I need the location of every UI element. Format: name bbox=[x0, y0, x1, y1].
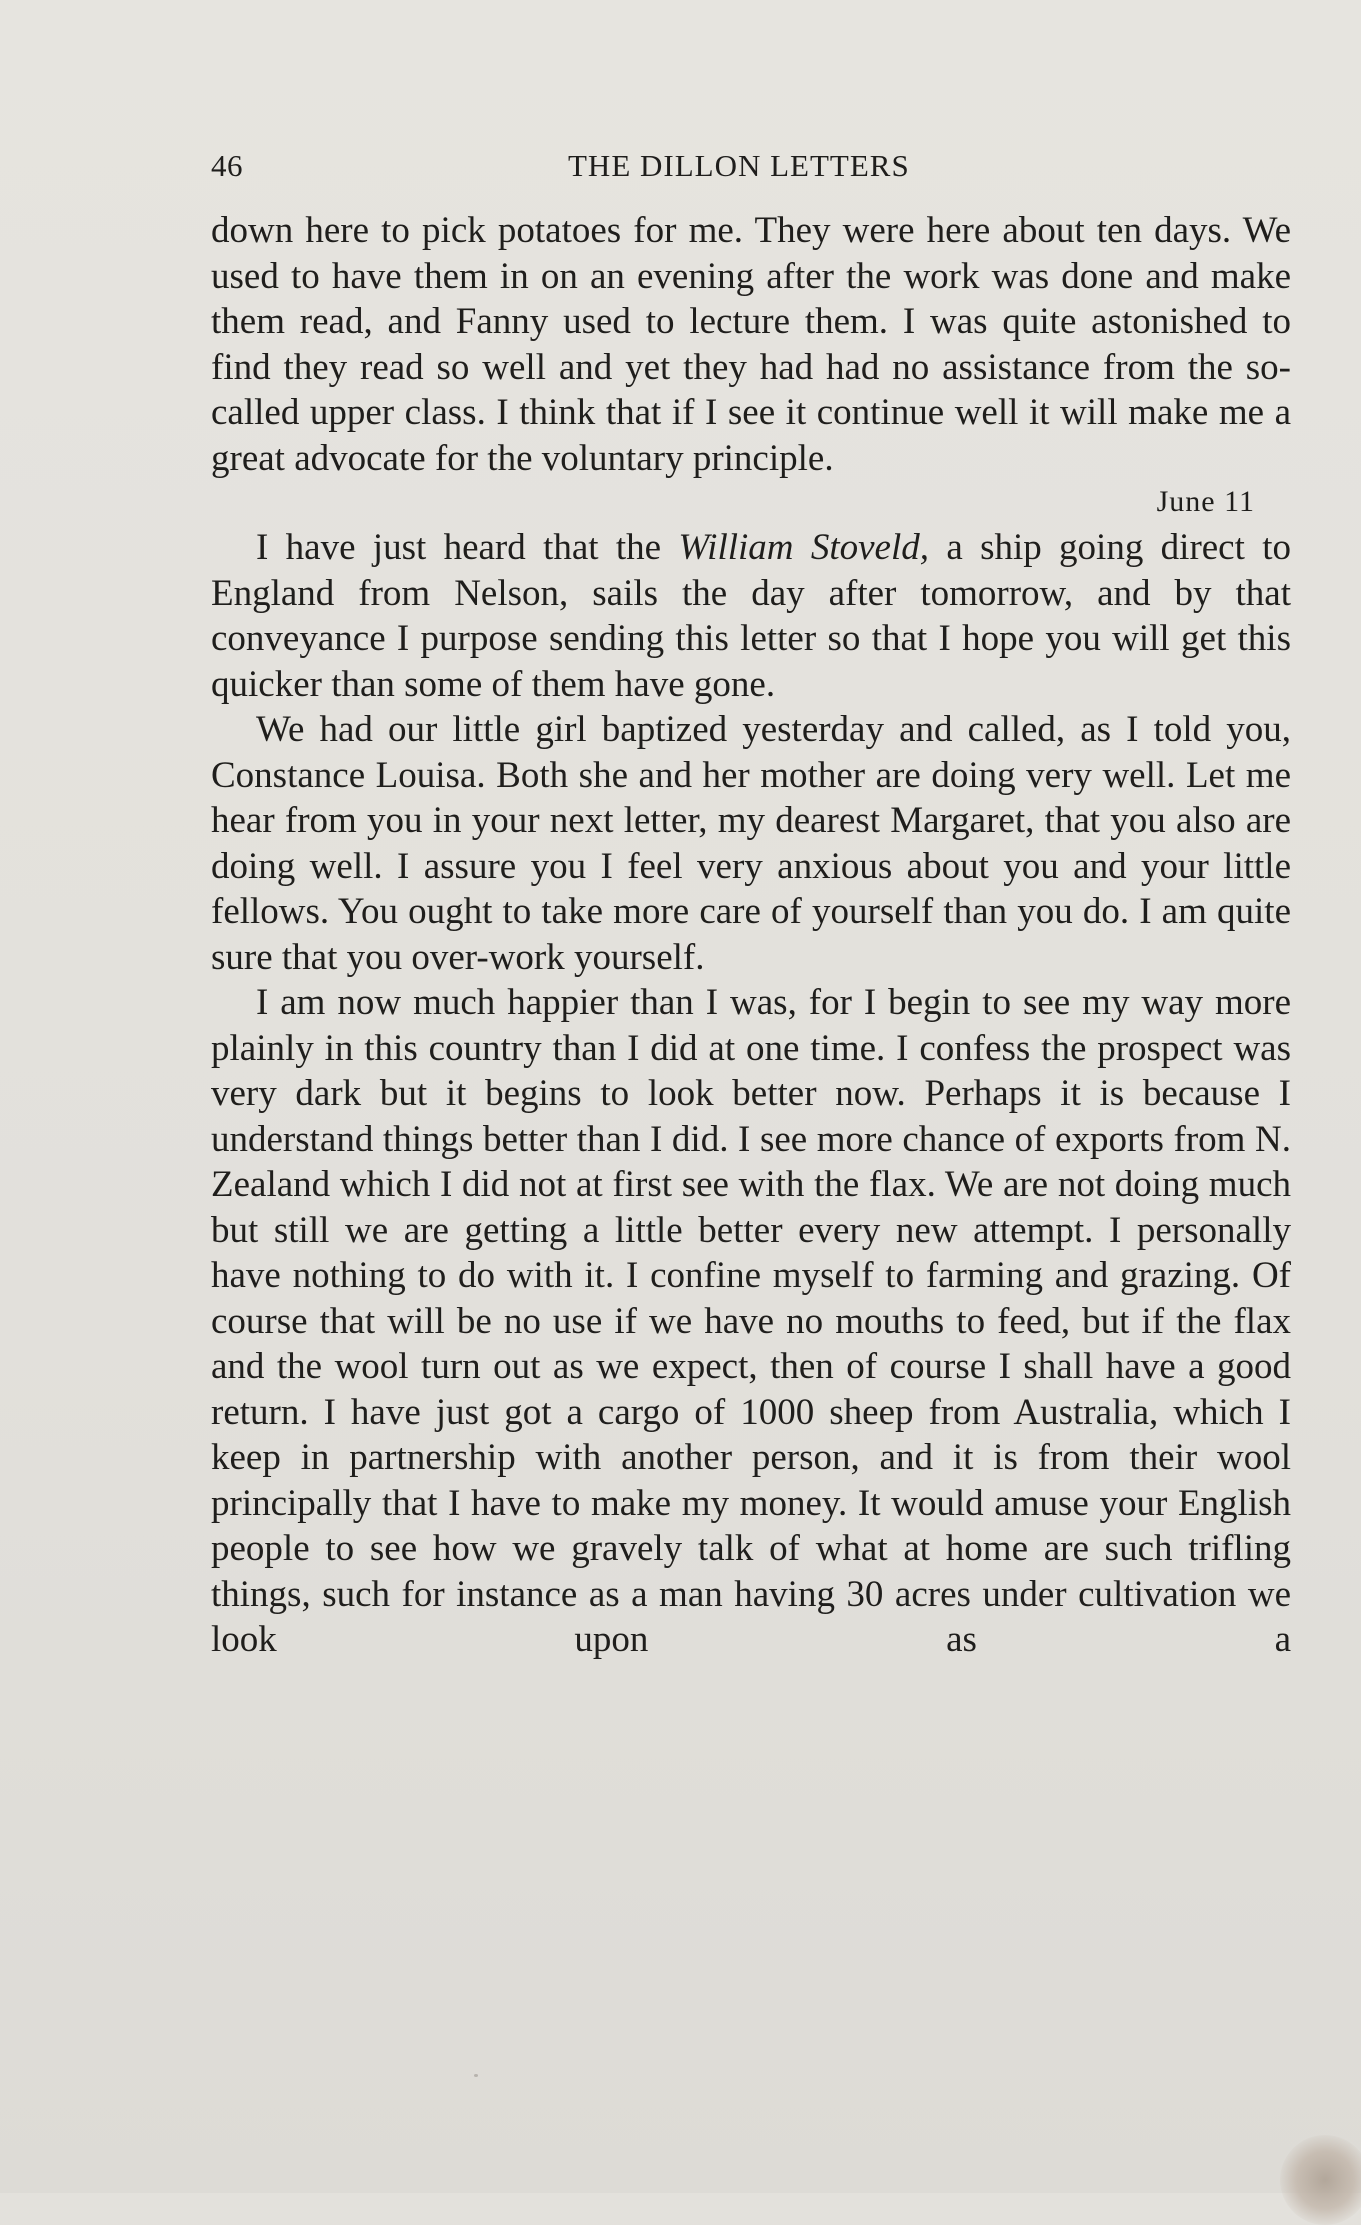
dateline: June 11 bbox=[1156, 485, 1255, 518]
paragraph-ship-before: I have just heard that the bbox=[256, 527, 679, 568]
paragraph-ship bbox=[211, 525, 1291, 707]
paper-stain bbox=[1280, 2135, 1361, 2225]
ship-name: William Stoveld, bbox=[678, 527, 929, 568]
continuation-paragraph: down here to pick potatoes for me. They were here about ten days. We used to have them in on an evening after the work was done and make them read, and Fanny used to lecture them. I was quite astonished to find they read so well and yet they had had no assistance from the so-called upper class. I think that if I see it continue well it will make me a great advocate for the voluntary principle. bbox=[211, 210, 1291, 479]
paragraph-ship-after: a ship going direct to England from Nelson, sails the day after tomorrow, and by that conveyance I purpose sending this letter so that I hope you will get this quicker than some of them have gone. bbox=[211, 527, 1291, 705]
running-head bbox=[211, 148, 1291, 188]
letter-body bbox=[211, 208, 1291, 1663]
paragraph-baptism: We had our little girl baptized yesterday and called, as I told you, Constance Louisa. Both she and her mother are doing very well. Let me hear from you in your next letter, my dearest Margaret, that you also are doing well. I assure you I feel very anxious about you and your little fellows. You ought to take more care of yourself than you do. I am quite sure that you over-work yourself. bbox=[211, 709, 1291, 978]
paper-speck bbox=[474, 2074, 478, 2077]
paragraph-prospects: I am now much happier than I was, for I begin to see my way more plainly in this country than I did at one time. I confess the prospect was very dark but it begins to look better now. Perhaps it is because I understand things better than I did. I see more chance of exports from N. Zealand which I did not at first see with the flax. We are not doing much but still we are getting a little better every new attempt. I personally have nothing to do with it. I confine myself to farming and grazing. Of course that will be no use if we have no mouths to feed, but if the flax and the wool turn out as we expect, then of course I shall have a good return. I have just got a cargo of 1000 sheep from Australia, which I keep in partnership with another person, and it is from their wool principally that I have to make my money. It would amuse your English people to see how we gravely talk of what at home are such trifling things, such for instance as a man having 30 acres under cultivation we look upon as a bbox=[211, 982, 1291, 1660]
running-title: THE DILLON LETTERS bbox=[568, 148, 910, 183]
page-number: 46 bbox=[211, 148, 243, 183]
